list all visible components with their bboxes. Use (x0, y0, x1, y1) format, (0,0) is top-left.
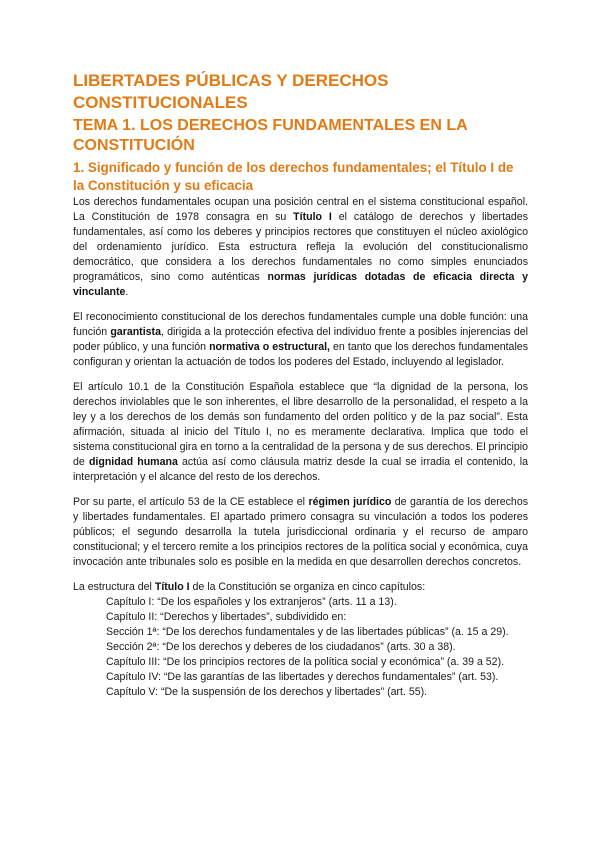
p2-text-a: El reconocimiento constitucional de los derechos fundamentales cumple una doble función: una función (73, 311, 528, 338)
list-item: Capítulo I: “De los españoles y los extranjeros” (arts. 11 a 13). (106, 596, 397, 608)
p2-text-d: en tanto que los derechos fundamentales configuran y orientan la actuación de todos los poderes del Estado, incluyendo al legislador. (73, 341, 528, 368)
p1-bold-1: Título I (293, 211, 332, 223)
p5-text-a: La estructura del (73, 581, 155, 593)
p5-bold-1: Título I (154, 581, 190, 593)
paragraph-3 (73, 380, 528, 485)
p5-text-c: de la Constitución se organiza en cinco capítulos: (189, 581, 426, 593)
list-item: Capítulo III: “De los principios rectores de la política social y económica” (a. 39 a 52). (106, 656, 505, 668)
section-heading: 1. Significado y función de los derechos fundamentales; el Título I de la Constitución y su eficacia (73, 160, 514, 193)
document-title: LIBERTADES PÚBLICAS Y DERECHOS CONSTITUCIONALES (73, 71, 389, 112)
list-item: Capítulo IV: “De las garantías de las libertades y derechos fundamentales” (art. 53). (106, 671, 499, 683)
p2-bold-1: garantista (110, 326, 161, 338)
paragraph-2 (73, 310, 528, 370)
p1-text-d: . (125, 286, 129, 298)
paragraph-5 (73, 580, 528, 595)
paragraph-4 (73, 495, 528, 570)
p1-bold-2: normas jurídicas dotadas de eficacia directa y vinculante (73, 271, 528, 298)
paragraph-1 (73, 195, 528, 300)
list-item: Sección 2ª: “De los derechos y deberes de los ciudadanos” (arts. 30 a 38). (106, 641, 456, 653)
p3-text-c: actúa así como cláusula matriz desde la cual se irradia el contenido, la interpretación y el alcance del resto de los derechos. (73, 456, 528, 483)
p3-text-a: El artículo 10.1 de la Constitución Española establece que “la dignidad de la persona, los derechos inviolables que le son inherentes, el libre desarrollo de la personalidad, el respeto a la ley y a los derechos de los demás son fundamento del orden político y de la paz social”. Esta afirmación, situada al inicio del Título I, no es meramente declarativa. Implica que todo el sistema constitucional gira en torno a la centralidad de la persona y de sus derechos. El principio de (73, 381, 528, 468)
chapter-list (106, 595, 528, 700)
p2-bold-2: normativa o estructural, (209, 341, 330, 353)
list-item: Sección 1ª: “De los derechos fundamentales y de las libertades públicas” (a. 15 a 29). (106, 626, 509, 638)
p3-bold-1: dignidad humana (88, 456, 178, 468)
p2-text-c: , dirigida a la protección efectiva del individuo frente a posibles injerencias del poder público, y una función (73, 326, 529, 353)
list-item: Capítulo II: “Derechos y libertades”, subdividido en: (106, 611, 347, 623)
p4-text-a: Por su parte, el artículo 53 de la CE establece el (73, 496, 309, 508)
p4-bold-1: régimen jurídico (308, 496, 392, 508)
p4-text-c: de garantía de los derechos y libertades fundamentales. El apartado primero consagra su vinculación a todos los poderes públicos; el segundo desarrolla la tutela jurisdiccional ordinaria y el recurso de amparo constitucional; y el tercero remite a los principios rectores de la política social y económica, cuya invocación ante tribunales solo es posible en la medida en que desarrollen derechos concretos. (73, 496, 529, 568)
list-item: Capítulo V: “De la suspensión de los derechos y libertades” (art. 55). (106, 686, 428, 698)
document-page (73, 70, 528, 700)
p1-text-a: Los derechos fundamentales ocupan una posición central en el sistema constitucional español. La Constitución de 1978 consagra en su (73, 196, 528, 223)
p1-text-c: el catálogo de derechos y libertades fundamentales, así como los deberes y principios rectores que constituyen el núcleo axiológico del ordenamiento jurídico. Esta estructura refleja la evolución del constitucionalismo democrático, que considera a los derechos fundamentales no como simples enunciados programáticos, sino como auténticas (73, 211, 528, 283)
tema-heading: TEMA 1. LOS DERECHOS FUNDAMENTALES EN LA CONSTITUCIÓN (73, 117, 468, 154)
